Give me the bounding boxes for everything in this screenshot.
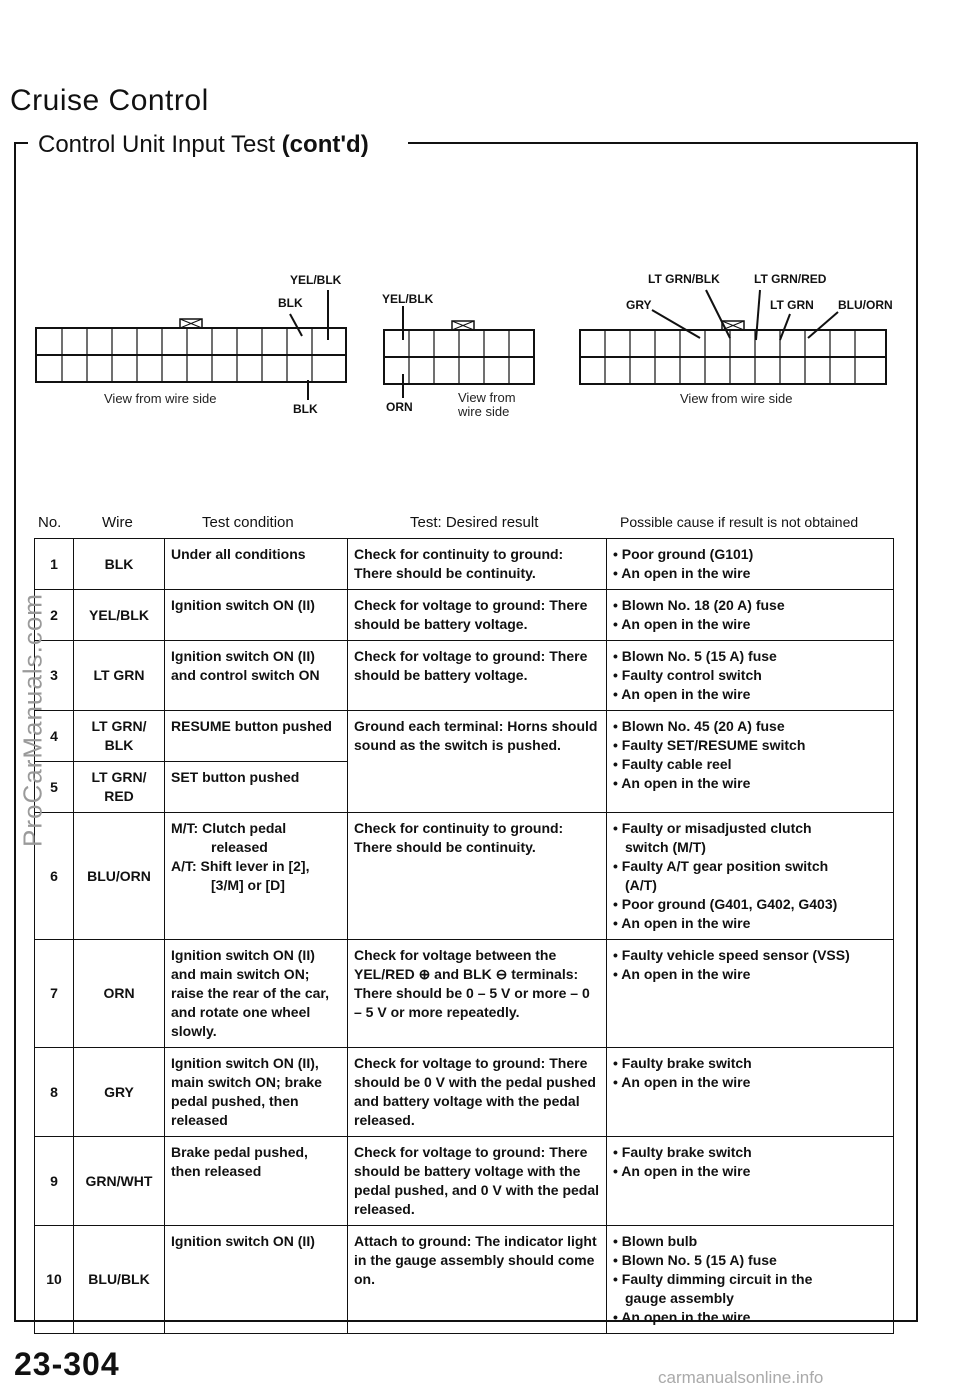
row-result: Check for voltage to ground: There should be battery voltage. [348,590,607,641]
cause-item: • Faulty brake switch [613,1144,752,1160]
cause-item: gauge assembly [625,1290,734,1306]
cause-item: • Faulty SET/RESUME switch [613,737,806,753]
col-header-cause: Possible cause if result is not obtained [620,514,859,530]
condition-line: [3/M] or [D] [211,877,285,893]
condition-line: M/T: Clutch pedal [171,820,287,836]
row-causes [607,940,894,1048]
row-condition: Ignition switch ON (II) [165,1226,348,1334]
connector-diagrams [0,0,960,440]
table-row [35,1226,894,1334]
row-result: Ground each terminal: Horns should sound as the switch is pushed. [348,711,607,813]
table-row [35,590,894,641]
row-causes [607,641,894,711]
right-label-gry: GRY [626,298,652,312]
row-wire: ORN [74,940,165,1048]
section-title-suffix: (cont'd) [281,131,369,158]
col-header-no: No. [38,514,62,531]
table-row [35,1137,894,1226]
section-title-text: Control Unit Input Test [38,131,276,158]
cause-item: • Faulty vehicle speed sensor (VSS) [613,947,850,963]
cause-item: • Blown No. 18 (20 A) fuse [613,597,785,613]
cause-item: • Faulty control switch [613,667,762,683]
cause-item: • An open in the wire [613,966,751,982]
row-causes [607,590,894,641]
row-causes [607,539,894,590]
row-wire: YEL/BLK [74,590,165,641]
row-number: 4 [35,711,74,762]
cause-item: • Poor ground (G101) [613,546,754,562]
cause-item: • Blown No. 45 (20 A) fuse [613,718,785,734]
condition-line: A/T: Shift lever in [2], [171,858,310,874]
row-condition [165,813,348,940]
cause-item: • Faulty cable reel [613,756,732,772]
row-causes [607,1048,894,1137]
left-label-yelblk: YEL/BLK [290,273,342,287]
row-condition: Under all conditions [165,539,348,590]
row-condition: Brake pedal pushed, then released [165,1137,348,1226]
row-wire: BLK [74,539,165,590]
row-number: 10 [35,1226,74,1334]
row-wire: GRN/WHT [74,1137,165,1226]
row-result: Check for voltage to ground: There should be 0 V with the pedal pushed and battery voltage with the pedal released. [348,1048,607,1137]
row-number: 6 [35,813,74,940]
watermark: ProCarManuals.com [17,593,48,847]
table-row [35,940,894,1048]
cause-item: • Blown No. 5 (15 A) fuse [613,648,777,664]
row-condition: RESUME button pushed [165,711,348,762]
cause-item: switch (M/T) [625,839,706,855]
row-number: 1 [35,539,74,590]
cause-item: • Faulty A/T gear position switch [613,858,829,874]
right-label-bluorn: BLU/ORN [838,298,893,312]
cause-item: • An open in the wire [613,775,751,791]
condition-line: released [211,839,268,855]
row-wire: BLU/BLK [74,1226,165,1334]
col-header-condition: Test condition [202,514,294,531]
row-wire: GRY [74,1048,165,1137]
cause-item: • Blown bulb [613,1233,698,1249]
middle-connector-caption: View from wire side [458,390,516,419]
cause-item: • An open in the wire [613,616,751,632]
cause-item: • An open in the wire [613,686,751,702]
left-connector-caption: View from wire side [104,391,217,406]
row-condition: Ignition switch ON (II) [165,590,348,641]
table-row [35,539,894,590]
cause-item: • Faulty dimming circuit in the [613,1271,813,1287]
cause-item: • Poor ground (G401, G402, G403) [613,896,838,912]
row-number: 7 [35,940,74,1048]
right-connector-caption: View from wire side [680,391,793,406]
row-result: Check for voltage to ground: There should be battery voltage. [348,641,607,711]
cause-item: • Faulty brake switch [613,1055,752,1071]
row-number: 2 [35,590,74,641]
cause-item: (A/T) [625,877,657,893]
row-wire: LT GRN/ BLK [74,711,165,762]
cause-item: • An open in the wire [613,915,751,931]
cause-item: • Faulty or misadjusted clutch [613,820,812,836]
row-condition: Ignition switch ON (II) and main switch ON; raise the rear of the car, and rotate one wheel slowly. [165,940,348,1048]
row-number: 5 [35,762,74,813]
right-label-ltgrn: LT GRN [770,298,814,312]
page-title: Cruise Control [10,84,209,117]
right-label-ltgrnred: LT GRN/RED [754,272,827,286]
cause-item: • An open in the wire [613,1309,751,1325]
row-wire: LT GRN/ RED [74,762,165,813]
cause-item: • An open in the wire [613,565,751,581]
site-watermark: carmanualsonline.info [658,1368,824,1387]
row-result: Check for continuity to ground: There should be continuity. [348,813,607,940]
row-wire: BLU/ORN [74,813,165,940]
row-result: Check for voltage to ground: There should be battery voltage with the pedal pushed, and 0 V with the pedal released. [348,1137,607,1226]
cause-item: • An open in the wire [613,1074,751,1090]
row-condition: Ignition switch ON (II), main switch ON; brake pedal pushed, then released [165,1048,348,1137]
row-wire: LT GRN [74,641,165,711]
row-causes [607,1226,894,1334]
row-condition: Ignition switch ON (II) and control switch ON [165,641,348,711]
row-result: Attach to ground: The indicator light in the gauge assembly should come on. [348,1226,607,1334]
row-result: Check for voltage between the YEL/RED ⊕ and BLK ⊖ terminals: There should be 0 – 5 V or more – 0 – 5 V or more repeatedly. [348,940,607,1048]
row-number: 8 [35,1048,74,1137]
row-result: Check for continuity to ground: There should be continuity. [348,539,607,590]
row-number: 3 [35,641,74,711]
input-test-table [34,538,894,1334]
row-causes [607,813,894,940]
middle-label-yelblk: YEL/BLK [382,292,434,306]
left-label-blk: BLK [278,296,303,310]
middle-label-orn: ORN [386,400,413,414]
row-condition: SET button pushed [165,762,348,813]
table-row [35,813,894,940]
page-number: 23-304 [14,1346,120,1382]
left-label-bottom-blk: BLK [293,402,318,416]
right-label-ltgrnblk: LT GRN/BLK [648,272,720,286]
row-number: 9 [35,1137,74,1226]
cause-item: • An open in the wire [613,1163,751,1179]
col-header-wire: Wire [102,514,133,531]
table-row [35,1048,894,1137]
table-row [35,711,894,762]
table-row [35,641,894,711]
row-causes [607,711,894,813]
row-causes [607,1137,894,1226]
cause-item: • Blown No. 5 (15 A) fuse [613,1252,777,1268]
col-header-result: Test: Desired result [410,514,539,531]
